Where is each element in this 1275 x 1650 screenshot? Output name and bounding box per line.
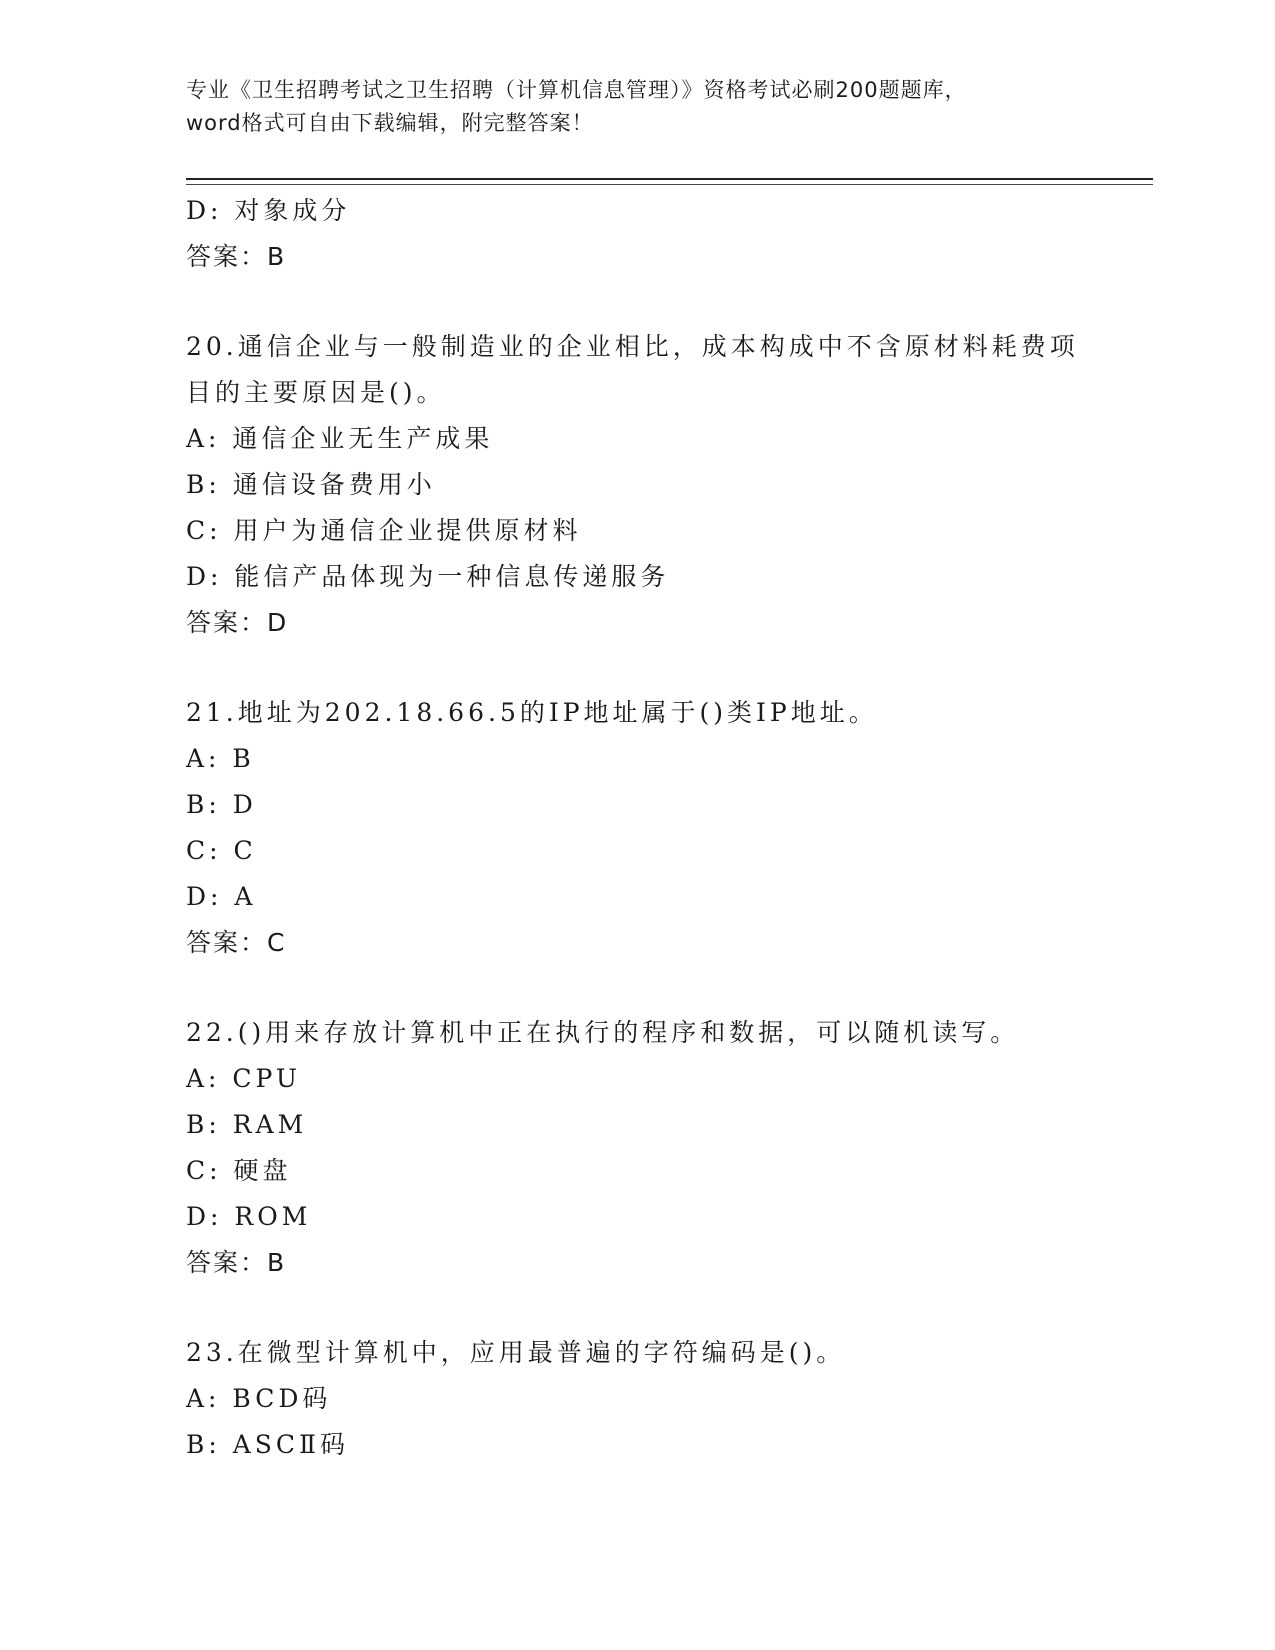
option-d: D: ROM	[186, 1202, 312, 1231]
question-stem: 23.在微型计算机中，应用最普遍的字符编码是()。	[186, 1338, 846, 1367]
header-divider-thick	[186, 178, 1153, 180]
option-b: B: 通信设备费用小	[186, 470, 436, 499]
option-a: A: B	[186, 744, 255, 773]
question-21	[186, 690, 1086, 966]
question-20	[186, 324, 1086, 646]
answer-line: 答案：D	[186, 608, 289, 637]
answer-line: 答案：B	[186, 242, 287, 271]
header-title-line-2: word格式可自由下载编辑，附完整答案！	[186, 111, 594, 135]
header-divider-thin	[186, 184, 1153, 185]
option-a: A: CPU	[186, 1064, 302, 1093]
option-b: B: RAM	[186, 1110, 308, 1139]
question-list	[186, 188, 1086, 1468]
question-stem: 21.地址为202.18.66.5的IP地址属于()类IP地址。	[186, 698, 878, 727]
option-b: B: ASCⅡ码	[186, 1430, 350, 1459]
option-c: C: C	[186, 836, 257, 865]
option-d: D: A	[186, 882, 257, 911]
option-c: C: 用户为通信企业提供原材料	[186, 516, 582, 545]
header-title-line-1: 专业《卫生招聘考试之卫生招聘（计算机信息管理）》资格考试必刷200题题库，	[186, 78, 967, 102]
option-a: A: 通信企业无生产成果	[186, 424, 494, 453]
question-19-tail	[186, 188, 1086, 280]
answer-line: 答案：C	[186, 928, 287, 957]
answer-line: 答案：B	[186, 1248, 287, 1277]
document-header	[186, 74, 1086, 140]
option-a: A: BCD码	[186, 1384, 332, 1413]
option-d: D: 能信产品体现为一种信息传递服务	[186, 562, 670, 591]
option-b: B: D	[186, 790, 257, 819]
option-d: D: 对象成分	[186, 196, 351, 225]
option-c: C: 硬盘	[186, 1156, 292, 1185]
question-23	[186, 1330, 1086, 1468]
question-stem-line-2: 目的主要原因是()。	[186, 378, 446, 407]
question-stem: 22.()用来存放计算机中正在执行的程序和数据，可以随机读写。	[186, 1018, 1020, 1047]
question-stem-line-1: 20.通信企业与一般制造业的企业相比，成本构成中不含原材料耗费项	[186, 332, 1079, 361]
question-22	[186, 1010, 1086, 1286]
